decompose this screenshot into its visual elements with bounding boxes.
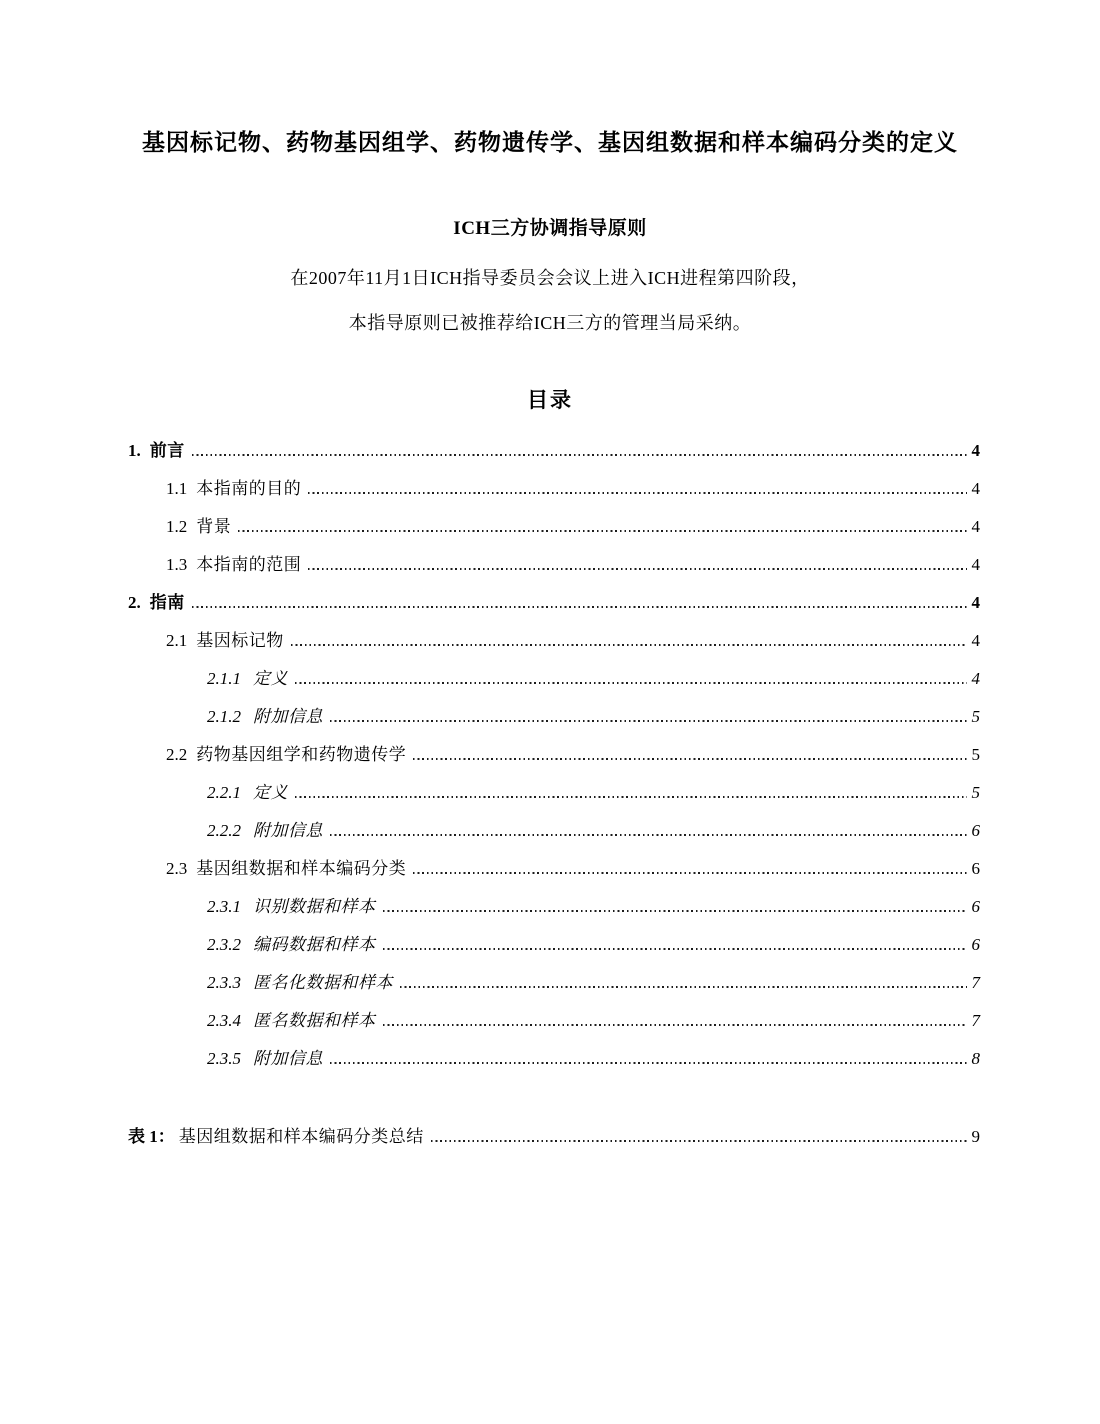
toc-entry-2-2-2 [128, 816, 980, 854]
toc-entry-number: 表 1： [128, 1127, 175, 1146]
toc-entry-number: 2.1.2 [207, 707, 241, 726]
toc-leader-dots [330, 1062, 967, 1064]
toc-leader-dots [383, 948, 967, 950]
toc-leader-dots [413, 872, 966, 874]
adoption-note-line2: 本指导原则已被推荐给ICH三方的管理当局采纳。 [348, 313, 752, 333]
toc-entry-title: 附加信息 [253, 821, 323, 840]
toc-entry-page: 4 [971, 555, 980, 574]
toc-entry-page: 7 [971, 1011, 980, 1030]
toc-entry-title: 本指南的范围 [196, 555, 302, 574]
toc-entry-2-1-2 [128, 702, 980, 740]
toc-heading: 目录 [527, 388, 573, 412]
toc-entry-number: 1. [128, 441, 141, 460]
toc-entry-number: 1.3 [166, 555, 188, 574]
toc-entry-title: 识别数据和样本 [253, 897, 376, 916]
toc-entry-number: 2.1.1 [207, 669, 241, 688]
toc-entry-1 [128, 436, 980, 474]
toc-entry-number: 1.1 [166, 479, 188, 498]
toc-entry-title: 附加信息 [253, 1049, 323, 1068]
toc-entry-title: 指南 [149, 593, 185, 612]
toc-entry-page: 6 [971, 897, 980, 916]
toc-entry-title: 匿名化数据和样本 [253, 973, 393, 992]
guideline-type-heading: ICH三方协调指导原则 [453, 218, 647, 239]
toc-leader-dots [330, 834, 967, 836]
toc-entry-number: 2.3.5 [207, 1049, 241, 1068]
toc-entry-page: 6 [971, 859, 980, 878]
toc-entry-title: 定义 [253, 669, 288, 688]
toc-entry-page: 4 [971, 593, 980, 612]
toc-entry-title: 定义 [253, 783, 288, 802]
toc-entry-2-1-1 [128, 664, 980, 702]
toc-entry-page: 5 [971, 707, 980, 726]
toc-entry-page: 4 [971, 479, 980, 498]
toc-entry-title: 前言 [149, 441, 185, 460]
toc-entry-title: 基因组数据和样本编码分类 [196, 859, 407, 878]
toc-entry-2-3-5 [128, 1044, 980, 1082]
toc-leader-dots [413, 758, 966, 760]
toc-leader-dots [295, 796, 967, 798]
toc-entry-number: 2.2 [166, 745, 188, 764]
toc-entry-number: 2.2.1 [207, 783, 241, 802]
toc-entry-2-3 [128, 854, 980, 892]
toc-entry-title: 编码数据和样本 [253, 935, 376, 954]
toc-entry-page: 9 [971, 1127, 980, 1146]
toc-entry-number: 2.3.2 [207, 935, 241, 954]
toc-leader-dots [192, 454, 967, 456]
toc-leader-dots [291, 644, 967, 646]
toc-entry-2-1 [128, 626, 980, 664]
toc-leader-dots [383, 1024, 967, 1026]
toc-entry-page: 7 [971, 973, 980, 992]
toc-entry-number: 2.1 [166, 631, 188, 650]
toc-entry-number: 2.3.3 [207, 973, 241, 992]
toc-entry-page: 4 [971, 631, 980, 650]
toc-entry-2 [128, 588, 980, 626]
toc-entry-2-2-1 [128, 778, 980, 816]
toc-leader-dots [400, 986, 967, 988]
toc-leader-dots [192, 606, 967, 608]
toc-entry-number: 2.3 [166, 859, 188, 878]
toc-entry-2-3-1 [128, 892, 980, 930]
toc-leader-dots [308, 568, 966, 570]
adoption-note-line1: 在2007年11月1日ICH指导委员会会议上进入ICH进程第四阶段， [290, 268, 810, 288]
toc-entry-title: 匿名数据和样本 [253, 1011, 376, 1030]
toc-entry-title: 本指南的目的 [196, 479, 302, 498]
toc-entry-page: 4 [971, 517, 980, 536]
toc-entry-title: 基因组数据和样本编码分类总结 [178, 1127, 424, 1146]
toc-entry-number: 2.2.2 [207, 821, 241, 840]
toc-entry-1-1 [128, 474, 980, 512]
toc-entry-page: 5 [971, 745, 980, 764]
toc-entry-page: 6 [971, 935, 980, 954]
toc-entry-2-3-3 [128, 968, 980, 1006]
toc-entry-title: 附加信息 [253, 707, 323, 726]
toc-entry-number: 1.2 [166, 517, 188, 536]
toc-entry-1-2 [128, 512, 980, 550]
toc-leader-dots [295, 682, 967, 684]
toc-entry-number: 2.3.1 [207, 897, 241, 916]
toc-entry-page: 4 [971, 441, 980, 460]
toc-entry-2-3-2 [128, 930, 980, 968]
toc-leader-dots [383, 910, 967, 912]
toc-entry-title: 药物基因组学和药物遗传学 [196, 745, 407, 764]
toc-entry-title: 背景 [196, 517, 232, 536]
toc-entry-number: 2. [128, 593, 141, 612]
toc-entry-2-2 [128, 740, 980, 778]
toc-entry-1-3 [128, 550, 980, 588]
toc-entry-2-3-4 [128, 1006, 980, 1044]
toc-entry-page: 4 [971, 669, 980, 688]
toc-leader-dots [238, 530, 966, 532]
toc [128, 436, 980, 1160]
toc-entry-page: 8 [971, 1049, 980, 1068]
toc-leader-dots [330, 720, 967, 722]
toc-entry-number: 2.3.4 [207, 1011, 241, 1030]
toc-entry-table-1 [128, 1122, 980, 1160]
toc-leader-dots [431, 1140, 967, 1142]
document-title: 基因标记物、药物基因组学、药物遗传学、基因组数据和样本编码分类的定义 [142, 130, 958, 155]
toc-entry-page: 6 [971, 821, 980, 840]
toc-leader-dots [308, 492, 966, 494]
toc-entry-page: 5 [971, 783, 980, 802]
toc-entry-title: 基因标记物 [196, 631, 284, 650]
